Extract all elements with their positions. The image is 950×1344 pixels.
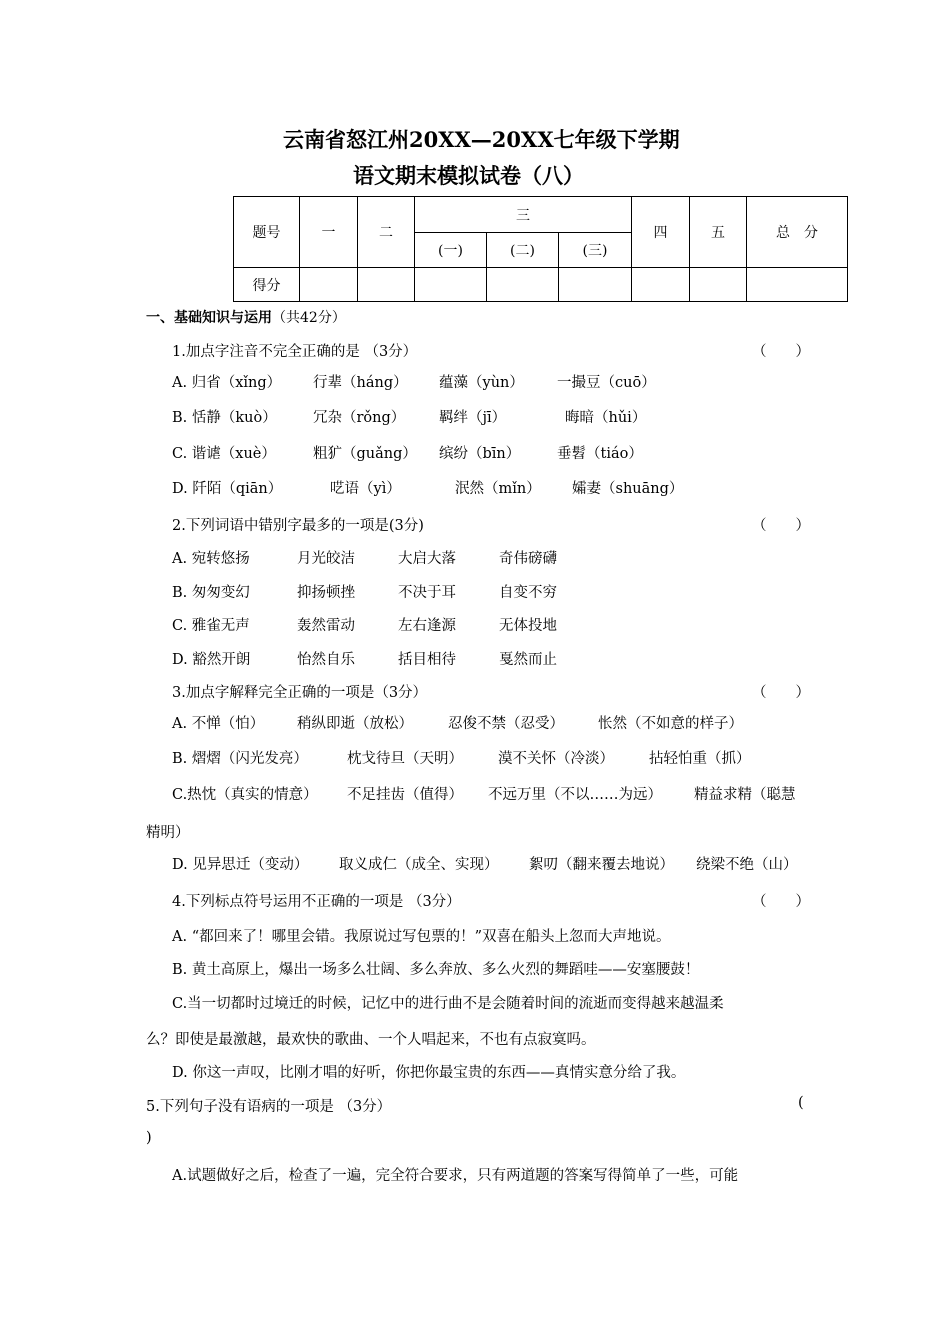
q1-b-2: 冗杂（rǒng） bbox=[313, 410, 406, 426]
col-5-header: 五 bbox=[690, 197, 747, 268]
section-1-points: （共42分） bbox=[272, 310, 346, 326]
score-cell[interactable] bbox=[690, 268, 747, 302]
col-4-header: 四 bbox=[632, 197, 690, 268]
q3-a-1: A. 不惮（怕） bbox=[172, 716, 265, 732]
question-2-stem: 2.下列词语中错别字最多的一项是(3分) bbox=[172, 518, 424, 534]
col-3-sub-1: (一) bbox=[415, 233, 487, 268]
section-1-heading bbox=[146, 307, 346, 327]
q3-d-3: 絮叨（翻来覆去地说） bbox=[529, 857, 674, 873]
q2-d-4: 戛然而止 bbox=[499, 652, 557, 668]
q3-b-1: B. 熠熠（闪光发亮） bbox=[172, 751, 308, 767]
q3-a-2: 稍纵即逝（放松） bbox=[297, 716, 413, 732]
col-2-header: 二 bbox=[358, 197, 415, 268]
q3-c-3: 不远万里（不以……为远） bbox=[488, 787, 662, 803]
q2-a-2: 月光皎洁 bbox=[297, 551, 355, 567]
q1-b-4: 晦暗（hǔi） bbox=[565, 410, 647, 426]
q1-c-4: 垂髫（tiáo） bbox=[557, 446, 643, 462]
q1-a-3: 蕴藻（yùn） bbox=[439, 375, 524, 391]
score-cell[interactable] bbox=[300, 268, 358, 302]
q2-b-4: 自变不穷 bbox=[499, 585, 557, 601]
score-cell[interactable] bbox=[559, 268, 632, 302]
q3-d-4: 绕梁不绝（山） bbox=[696, 857, 798, 873]
q3-c-1: C.热忱（真实的情意） bbox=[172, 787, 318, 803]
q4-option-b[interactable]: B. 黄土高原上，爆出一场多么壮阔、多么奔放、多么火烈的舞蹈哇——安塞腰鼓！ bbox=[172, 962, 700, 978]
score-table bbox=[233, 196, 848, 302]
q1-d-3: 泯然（mǐn） bbox=[455, 481, 541, 497]
title-line-2: 语文期末模拟试卷（八） bbox=[353, 163, 584, 188]
q2-c-4: 无体投地 bbox=[499, 618, 557, 634]
q2-d-3: 括目相待 bbox=[398, 652, 456, 668]
q3-option-c-continued: 精明） bbox=[146, 825, 190, 841]
score-cell[interactable] bbox=[747, 268, 848, 302]
question-5-bracket-open[interactable]: ( bbox=[798, 1095, 804, 1111]
col-3-sub-3: (三) bbox=[559, 233, 632, 268]
q3-d-2: 取义成仁（成全、实现） bbox=[339, 857, 499, 873]
q2-b-3: 不决于耳 bbox=[398, 585, 456, 601]
q1-d-4: 孀妻（shuāng） bbox=[572, 481, 684, 497]
q3-b-2: 枕戈待旦（天明） bbox=[347, 751, 463, 767]
question-5-bracket-close: ) bbox=[146, 1130, 152, 1146]
q1-d-2: 呓语（yì） bbox=[330, 481, 401, 497]
score-cell[interactable] bbox=[415, 268, 487, 302]
q2-d-1: D. 豁然开朗 bbox=[172, 652, 251, 668]
score-cell[interactable] bbox=[632, 268, 690, 302]
score-label-cell: 得分 bbox=[234, 268, 300, 302]
q1-a-4: 一撮豆（cuō） bbox=[557, 375, 656, 391]
q1-a-2: 行辈（háng） bbox=[313, 375, 408, 391]
q5-option-a[interactable]: A.试题做好之后，检查了一遍，完全符合要求，只有两道题的答案写得简单了一些，可能 bbox=[172, 1168, 739, 1184]
q2-b-1: B. 匆匆变幻 bbox=[172, 585, 250, 601]
q4-option-c[interactable]: C.当一切都时过境迁的时候，记忆中的进行曲不是会随着时间的流逝而变得越来越温柔 bbox=[172, 996, 724, 1012]
q2-c-3: 左右逢源 bbox=[398, 618, 456, 634]
col-1-header: 一 bbox=[300, 197, 358, 268]
question-3-stem: 3.加点字解释完全正确的一项是（3分） bbox=[172, 685, 428, 701]
question-4-stem: 4.下列标点符号运用不正确的一项是 （3分） bbox=[172, 894, 461, 910]
title-line-1: 云南省怒江州20XX—20XX七年级下学期 bbox=[283, 127, 680, 152]
q1-c-1: C. 谐谑（xuè） bbox=[172, 446, 276, 462]
q1-b-1: B. 恬静（kuò） bbox=[172, 410, 277, 426]
q1-c-3: 缤纷（bīn） bbox=[439, 446, 521, 462]
question-1-stem: 1.加点字注音不完全正确的是 （3分） bbox=[172, 344, 418, 360]
score-cell[interactable] bbox=[358, 268, 415, 302]
q2-b-2: 抑扬顿挫 bbox=[297, 585, 355, 601]
total-header: 总 分 bbox=[747, 197, 848, 268]
q2-a-3: 大启大落 bbox=[398, 551, 456, 567]
q3-b-3: 漠不关怀（冷淡） bbox=[498, 751, 614, 767]
q3-d-1: D. 见异思迁（变动） bbox=[172, 857, 309, 873]
q1-c-2: 粗犷（guǎng） bbox=[313, 446, 417, 462]
col-3-sub-2: (二) bbox=[487, 233, 559, 268]
q2-a-4: 奇伟磅礴 bbox=[499, 551, 557, 567]
q3-b-4: 拈轻怕重（抓） bbox=[649, 751, 751, 767]
q3-c-2: 不足挂齿（值得） bbox=[347, 787, 463, 803]
question-5-stem: 5.下列句子没有语病的一项是 （3分） bbox=[146, 1099, 392, 1115]
q2-a-1: A. 宛转悠扬 bbox=[172, 551, 250, 567]
col-3-header: 三 bbox=[415, 197, 632, 233]
q4-option-d[interactable]: D. 你这一声叹，比刚才唱的好听，你把你最宝贵的东西——真情实意分给了我。 bbox=[172, 1065, 686, 1081]
q3-a-4: 怅然（不如意的样子） bbox=[598, 716, 743, 732]
question-4-answer-bracket[interactable]: （ ） bbox=[752, 894, 810, 910]
q2-c-1: C. 雅雀无声 bbox=[172, 618, 250, 634]
q3-c-4: 精益求精（聪慧 bbox=[694, 787, 796, 803]
question-2-answer-bracket[interactable]: （ ） bbox=[752, 518, 810, 534]
q2-d-2: 怡然自乐 bbox=[297, 652, 355, 668]
section-1-title: 一、基础知识与运用 bbox=[146, 310, 272, 326]
score-cell[interactable] bbox=[487, 268, 559, 302]
q3-a-3: 忍俊不禁（忍受） bbox=[448, 716, 564, 732]
q1-b-3: 羁绊（jī） bbox=[439, 410, 507, 426]
header-label-cell: 题号 bbox=[234, 197, 300, 268]
question-1-answer-bracket[interactable]: （ ） bbox=[752, 344, 810, 360]
q1-a-1: A. 归省（xǐng） bbox=[172, 375, 282, 391]
q2-c-2: 轰然雷动 bbox=[297, 618, 355, 634]
q4-option-a[interactable]: A. “都回来了！哪里会错。我原说过写包票的！”双喜在船头上忽而大声地说。 bbox=[172, 929, 671, 945]
q1-d-1: D. 阡陌（qiān） bbox=[172, 481, 283, 497]
question-3-answer-bracket[interactable]: （ ） bbox=[752, 685, 810, 701]
q4-option-c-continued: 么？即使是最激越，最欢快的歌曲、一个人唱起来，不也有点寂寞吗。 bbox=[146, 1032, 596, 1048]
